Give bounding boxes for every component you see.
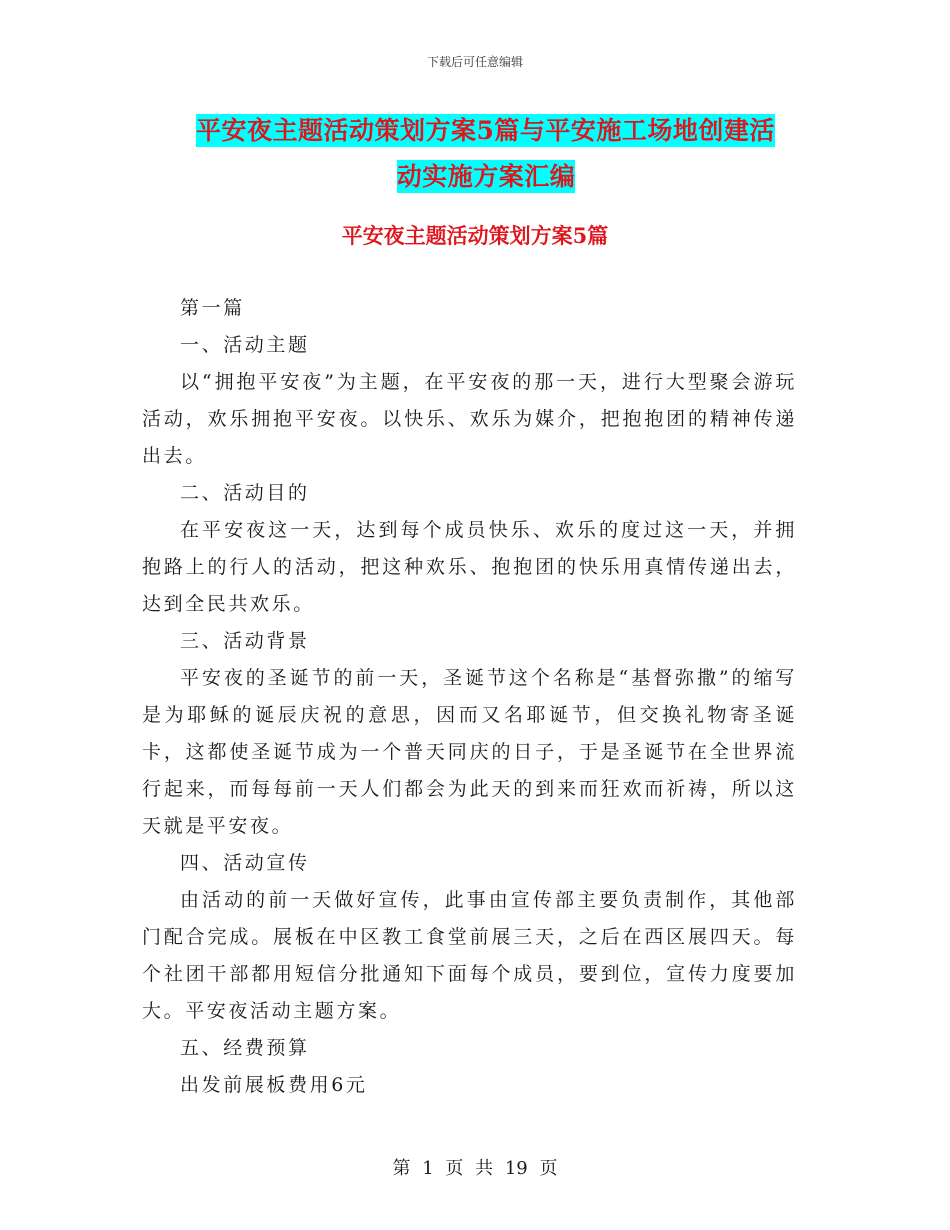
paragraph: 在平安夜这一天，达到每个成员快乐、欢乐的度过这一天，并拥抱路上的行人的活动，把这种欢乐、抱抱团的快乐用真情传递出去，达到全民共欢乐。 <box>142 519 797 615</box>
paragraph: 以“拥抱平安夜”为主题，在平安夜的那一天，进行大型聚会游玩活动，欢乐拥抱平安夜。以快乐、欢乐为媒介，把抱抱团的精神传递出去。 <box>142 371 797 467</box>
paragraph: 五、经费预算 <box>180 1037 310 1059</box>
paragraph: 第一篇 <box>180 297 245 319</box>
body-text <box>142 290 797 1104</box>
paragraph: 由活动的前一天做好宣传，此事由宣传部主要负责制作，其他部门配合完成。展板在中区教工食堂前展三天，之后在西区展四天。每个社团干部都用短信分批通知下面每个成员，要到位，宣传力度要加大。平安夜活动主题方案。 <box>142 889 797 1022</box>
title-line-1: 平安夜主题活动策划方案5篇与平安施工场地创建活 <box>196 116 775 145</box>
document-title <box>196 108 806 200</box>
paragraph: 平安夜的圣诞节的前一天，圣诞节这个名称是“基督弥撒”的缩写是为耶稣的诞辰庆祝的意思，因而又名耶诞节，但交换礼物寄圣诞卡，这都使圣诞节成为一个普天同庆的日子，于是圣诞节在全世界流行起来，而每每前一天人们都会为此天的到来而狂欢而祈祷，所以这天就是平安夜。 <box>142 667 797 837</box>
title-line-2: 动实施方案汇编 <box>396 162 576 191</box>
paragraph: 一、活动主题 <box>180 334 310 356</box>
paragraph: 二、活动目的 <box>180 482 310 504</box>
paragraph: 出发前展板费用6元 <box>180 1074 368 1096</box>
paragraph: 三、活动背景 <box>180 630 310 652</box>
page-number-footer: 第 1 页 共 19 页 <box>392 1158 558 1179</box>
paragraph: 四、活动宣传 <box>180 852 310 874</box>
section-title: 平安夜主题活动策划方案5篇 <box>341 223 609 248</box>
header-note: 下载后可任意编辑 <box>426 55 523 69</box>
